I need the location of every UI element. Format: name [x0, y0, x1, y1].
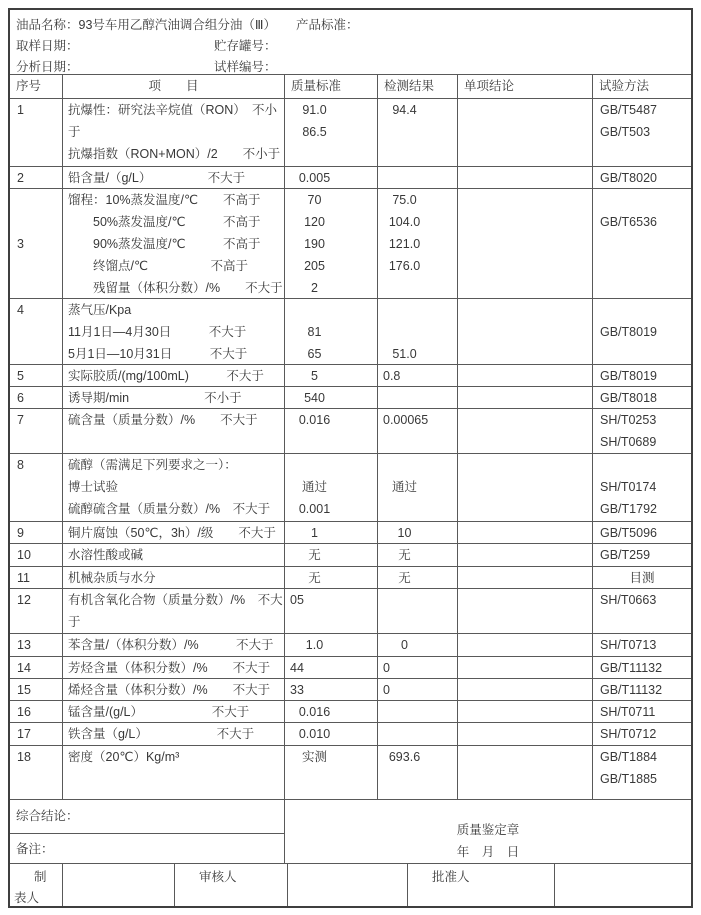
item-cell: [63, 387, 285, 408]
seq-cell: [10, 589, 63, 633]
method-cell: [593, 657, 691, 678]
item-line: 水溶性酸或碱: [68, 548, 144, 562]
item-cell: [63, 365, 285, 386]
result-cell: [378, 365, 458, 386]
standard-value: 0.005: [298, 171, 331, 185]
standard-value: 无: [308, 548, 321, 562]
seq-number: 17: [17, 727, 31, 741]
method-value: GB/T8019: [600, 369, 657, 383]
item-cell: [63, 544, 285, 566]
item-line: 终馏点/℃ 不高于: [68, 259, 249, 273]
seq-number: 13: [17, 638, 31, 652]
method-value: GB/T11132: [600, 683, 663, 697]
item-cell: [63, 746, 285, 799]
result-value: [378, 454, 431, 476]
method-cell: [593, 409, 691, 453]
method-cell: [593, 634, 691, 656]
summary-section: [10, 800, 691, 864]
item-cell: [63, 167, 285, 188]
table-row: [10, 454, 691, 522]
signature-row: [10, 864, 691, 906]
standard-value: 0.016: [298, 705, 331, 719]
seq-number: 10: [17, 548, 31, 562]
stamp-date: 年 月 日: [456, 844, 520, 859]
method-cell: [593, 746, 691, 799]
method-value: SH/T0174: [600, 480, 657, 494]
standard-value: 65: [307, 347, 322, 361]
column-header-result: 检测结果: [378, 75, 458, 98]
seq-cell: [10, 189, 63, 298]
method-value: GB/T8020: [600, 171, 657, 185]
seq-cell: [10, 365, 63, 386]
conclusion-cell: [458, 522, 593, 543]
table-row: [10, 387, 691, 409]
seq-number: 3: [17, 237, 24, 251]
conclusion-cell: [458, 299, 593, 364]
column-header-conclusion: 单项结论: [458, 75, 593, 98]
item-line: 烯烃含量（体积分数）/% 不大于: [68, 683, 271, 697]
method-cell: [593, 299, 691, 364]
sample-number-label: 试样编号：: [214, 60, 277, 74]
standard-value: 05: [290, 593, 304, 607]
method-cell: [593, 723, 691, 745]
method-cell: [593, 189, 691, 298]
analysis-date-label: 分析日期：: [16, 60, 79, 74]
method-value: SH/T0663: [600, 593, 657, 607]
standard-value: 44: [290, 661, 304, 675]
result-cell: [378, 299, 458, 364]
method-value: GB/T8019: [600, 325, 657, 339]
column-header-standard: 质量标准: [285, 75, 378, 98]
result-cell: [378, 189, 458, 298]
result-cell: [378, 454, 458, 521]
column-header-item: 项 目: [63, 75, 285, 98]
table-row: [10, 634, 691, 657]
conclusion-cell: [458, 589, 593, 633]
standard-value: 33: [290, 683, 304, 697]
conclusion-cell: [458, 746, 593, 799]
conclusion-cell: [458, 679, 593, 700]
standard-value: 通过: [301, 480, 327, 494]
method-cell: [593, 567, 691, 588]
seq-number: 5: [17, 369, 24, 383]
overall-conclusion-cell: 综合结论：: [10, 800, 284, 834]
table-body: [10, 99, 691, 800]
seq-cell: [10, 723, 63, 745]
seq-number: 6: [17, 391, 24, 405]
result-cell: [378, 387, 458, 408]
storage-tank-label: 贮存罐号：: [214, 39, 277, 53]
standard-cell: [285, 365, 378, 386]
method-cell: [593, 167, 691, 188]
result-cell: [378, 634, 458, 656]
result-value: 94.4: [392, 103, 417, 117]
table-row: [10, 299, 691, 365]
standard-value: 2: [311, 281, 318, 295]
item-line: 铜片腐蚀（50℃，3h）/级 不大于: [68, 526, 276, 540]
item-line: 5月1日—10月31日 不大于: [68, 347, 248, 361]
item-line: 芳烃含量（体积分数）/% 不大于: [68, 661, 271, 675]
item-line: 硫醇（需满足下列要求之一）：: [68, 458, 237, 472]
seq-cell: [10, 409, 63, 453]
result-cell: [378, 679, 458, 700]
conclusion-cell: [458, 657, 593, 678]
method-value: GB/T503: [600, 125, 651, 139]
standard-value: 1: [311, 526, 318, 540]
table-row: [10, 544, 691, 567]
method-value: [600, 454, 691, 476]
seq-number: 4: [17, 303, 24, 317]
header-line-2: [16, 36, 691, 57]
standard-cell: [285, 657, 378, 678]
method-cell: [593, 454, 691, 521]
result-value: [378, 299, 431, 321]
method-cell: [593, 701, 691, 722]
result-value: 0.8: [383, 369, 401, 383]
standard-cell: [285, 746, 378, 799]
column-header-seq: 序号: [10, 75, 63, 98]
standard-value: [285, 299, 344, 321]
result-cell: [378, 99, 458, 166]
method-value: GB/T259: [600, 548, 651, 562]
result-cell: [378, 167, 458, 188]
conclusion-cell: [458, 409, 593, 453]
result-value: 0: [401, 638, 408, 652]
item-cell: [63, 189, 285, 298]
method-value: GB/T1884: [600, 750, 657, 764]
seq-cell: [10, 454, 63, 521]
seq-cell: [10, 746, 63, 799]
result-value: 75.0: [392, 193, 417, 207]
conclusion-cell: [458, 387, 593, 408]
method-value: [600, 189, 691, 211]
standard-cell: [285, 387, 378, 408]
standard-cell: [285, 167, 378, 188]
standard-value: 205: [304, 259, 325, 273]
seq-number: 11: [17, 571, 30, 585]
item-line: 90%蒸发温度/℃ 不高于: [68, 237, 261, 251]
standard-cell: [285, 589, 378, 633]
method-value: GB/T1885: [600, 772, 657, 786]
method-value: SH/T0712: [600, 727, 657, 741]
result-value: 104.0: [388, 215, 421, 229]
item-line: 诱导期/min 不小于: [68, 391, 242, 405]
standard-value: 81: [307, 325, 322, 339]
item-line: 铁含量（g/L） 不大于: [68, 727, 255, 741]
preparer-value-cell: [63, 864, 175, 906]
item-line: 实际胶质/(mg/100mL) 不大于: [68, 369, 264, 383]
item-cell: [63, 701, 285, 722]
approver-label-cell: 批准人: [408, 864, 555, 906]
standard-cell: [285, 454, 378, 521]
method-cell: [593, 387, 691, 408]
sampling-date-label: 取样日期：: [16, 39, 79, 53]
seq-cell: [10, 387, 63, 408]
reviewer-value-cell: [288, 864, 408, 906]
conclusion-cell: [458, 167, 593, 188]
method-value: SH/T0713: [600, 638, 657, 652]
conclusion-cell: [458, 544, 593, 566]
approver-value-cell: [555, 864, 691, 906]
item-line: 抗爆指数（RON+MON）/2 不小于: [68, 147, 281, 161]
item-line: 于: [68, 125, 81, 139]
quality-stamp-cell: [285, 800, 691, 863]
result-value: 10: [397, 526, 412, 540]
method-cell: [593, 544, 691, 566]
result-cell: [378, 522, 458, 543]
standard-value: 0.001: [298, 502, 331, 516]
standard-value: 0.010: [298, 727, 331, 741]
result-value: 无: [398, 571, 411, 585]
method-value: SH/T0689: [600, 435, 657, 449]
result-value: 0: [383, 683, 390, 697]
table-row: [10, 365, 691, 387]
remarks-cell: 备注：: [16, 842, 54, 856]
method-value: GB/T1792: [600, 502, 657, 516]
item-cell: [63, 657, 285, 678]
item-line: 蒸气压/Kpa: [68, 303, 132, 317]
standard-value: 实测: [301, 750, 327, 764]
standard-value: 5: [311, 369, 318, 383]
standard-cell: [285, 544, 378, 566]
result-value: 176.0: [388, 259, 421, 273]
result-cell: [378, 589, 458, 633]
item-line: 50%蒸发温度/℃ 不高于: [68, 215, 261, 229]
seq-number: 1: [17, 103, 24, 117]
seq-number: 16: [17, 705, 31, 719]
seq-cell: [10, 167, 63, 188]
method-value: SH/T0711: [600, 705, 656, 719]
standard-value: 120: [304, 215, 325, 229]
item-cell: [63, 99, 285, 166]
item-cell: [63, 454, 285, 521]
result-cell: [378, 409, 458, 453]
item-line: 有机含氧化合物（质量分数）/% 不大: [68, 593, 283, 607]
item-cell: [63, 299, 285, 364]
method-value: GB/T5096: [600, 526, 657, 540]
result-value: 无: [398, 548, 411, 562]
method-value: GB/T5487: [600, 103, 657, 117]
conclusion-cell: [458, 634, 593, 656]
standard-cell: [285, 567, 378, 588]
method-cell: [593, 99, 691, 166]
seq-number: 18: [17, 750, 31, 764]
stamp-title: 质量鉴定章: [456, 822, 520, 837]
method-value: GB/T11132: [600, 661, 663, 675]
product-standard-label: 产品标准：: [296, 18, 359, 32]
seq-cell: [10, 701, 63, 722]
item-line: 硫醇硫含量（质量分数）/% 不大于: [68, 502, 271, 516]
method-cell: [593, 679, 691, 700]
result-value: 121.0: [388, 237, 421, 251]
standard-cell: [285, 634, 378, 656]
conclusion-cell: [458, 99, 593, 166]
standard-cell: [285, 522, 378, 543]
standard-value: 70: [307, 193, 322, 207]
seq-cell: [10, 99, 63, 166]
standard-cell: [285, 299, 378, 364]
item-line: 苯含量/（体积分数）/% 不大于: [68, 638, 274, 652]
seq-number: 2: [17, 171, 24, 185]
item-line: 残留量（体积分数）/% 不大于: [68, 281, 283, 295]
table-row: [10, 99, 691, 167]
standard-cell: [285, 189, 378, 298]
result-cell: [378, 746, 458, 799]
item-cell: [63, 589, 285, 633]
result-value: [378, 321, 431, 343]
standard-value: 1.0: [305, 638, 324, 652]
standard-cell: [285, 679, 378, 700]
result-value: 51.0: [392, 347, 417, 361]
item-cell: [63, 723, 285, 745]
table-row: [10, 522, 691, 544]
seq-number: 8: [17, 458, 24, 472]
result-cell: [378, 701, 458, 722]
conclusion-cell: [458, 567, 593, 588]
standard-value: 无: [308, 571, 321, 585]
item-line: 于: [68, 615, 81, 629]
preparer-label-cell: 制表人: [10, 864, 63, 906]
method-cell: [593, 522, 691, 543]
seq-cell: [10, 522, 63, 543]
quality-inspection-table: [8, 8, 693, 908]
seq-number: 7: [17, 413, 24, 427]
seq-number: 12: [17, 593, 31, 607]
conclusion-cell: [458, 723, 593, 745]
table-row: [10, 189, 691, 299]
result-value: 693.6: [388, 750, 421, 764]
table-row: [10, 723, 691, 746]
oil-name-label: 油品名称：: [16, 18, 79, 32]
item-cell: [63, 567, 285, 588]
result-cell: [378, 567, 458, 588]
table-row: [10, 409, 691, 454]
item-line: 11月1日—4月30日 不大于: [68, 325, 247, 339]
item-line: 馏程：10%蒸发温度/℃ 不高于: [68, 193, 261, 207]
seq-number: 9: [17, 526, 24, 540]
standard-cell: [285, 701, 378, 722]
header-line-1: [16, 15, 691, 36]
table-row: [10, 657, 691, 679]
standard-cell: [285, 409, 378, 453]
standard-value: 0.016: [298, 413, 331, 427]
item-cell: [63, 634, 285, 656]
table-row: [10, 167, 691, 189]
seq-cell: [10, 299, 63, 364]
standard-cell: [285, 99, 378, 166]
table-row: [10, 589, 691, 634]
field-sampling-date: [16, 36, 214, 57]
table-row: [10, 567, 691, 589]
table-row: [10, 746, 691, 800]
seq-cell: [10, 657, 63, 678]
standard-value: 91.0: [302, 103, 327, 117]
item-line: 密度（20℃）Kg/m³: [68, 750, 180, 764]
result-cell: [378, 723, 458, 745]
method-cell: [593, 589, 691, 633]
item-line: 锰含量/(g/L） 不大于: [68, 705, 250, 719]
column-header-row: [10, 75, 691, 99]
standard-value: 540: [304, 391, 325, 405]
method-value: [600, 299, 691, 321]
result-cell: [378, 544, 458, 566]
item-line: 铅含量/（g/L） 不大于: [68, 171, 246, 185]
method-value: SH/T0253: [600, 413, 657, 427]
result-value: 0.00065: [383, 413, 429, 427]
seq-cell: [10, 679, 63, 700]
item-cell: [63, 522, 285, 543]
result-value: 0: [383, 661, 390, 675]
conclusion-cell: [458, 365, 593, 386]
field-oil-name: [16, 15, 296, 36]
summary-note-column: [10, 800, 285, 863]
method-value: 目测: [629, 571, 655, 585]
reviewer-label-cell: 审核人: [175, 864, 288, 906]
seq-number: 15: [17, 683, 31, 697]
seq-cell: [10, 634, 63, 656]
method-cell: [593, 365, 691, 386]
report-header: [10, 10, 691, 75]
item-cell: [63, 409, 285, 453]
column-header-method: 试验方法: [599, 79, 650, 93]
result-value: 通过: [391, 480, 417, 494]
conclusion-cell: [458, 701, 593, 722]
conclusion-cell: [458, 454, 593, 521]
item-line: 机械杂质与水分: [68, 571, 156, 585]
table-row: [10, 679, 691, 701]
standard-cell: [285, 723, 378, 745]
seq-cell: [10, 567, 63, 588]
seq-cell: [10, 544, 63, 566]
item-line: 硫含量（质量分数）/% 不大于: [68, 413, 258, 427]
standard-value: 190: [304, 237, 325, 251]
standard-value: [285, 454, 344, 476]
conclusion-cell: [458, 189, 593, 298]
method-value: GB/T8018: [600, 391, 657, 405]
item-cell: [63, 679, 285, 700]
result-cell: [378, 657, 458, 678]
method-value: GB/T6536: [600, 215, 657, 229]
item-line: 博士试验: [68, 480, 119, 494]
standard-value: 86.5: [302, 125, 327, 139]
table-row: [10, 701, 691, 723]
oil-name-value: 93号车用乙醇汽油调合组分油（Ⅲ）: [78, 18, 277, 32]
seq-number: 14: [17, 661, 31, 675]
item-line: 抗爆性：研究法辛烷值（RON） 不小: [68, 103, 278, 117]
